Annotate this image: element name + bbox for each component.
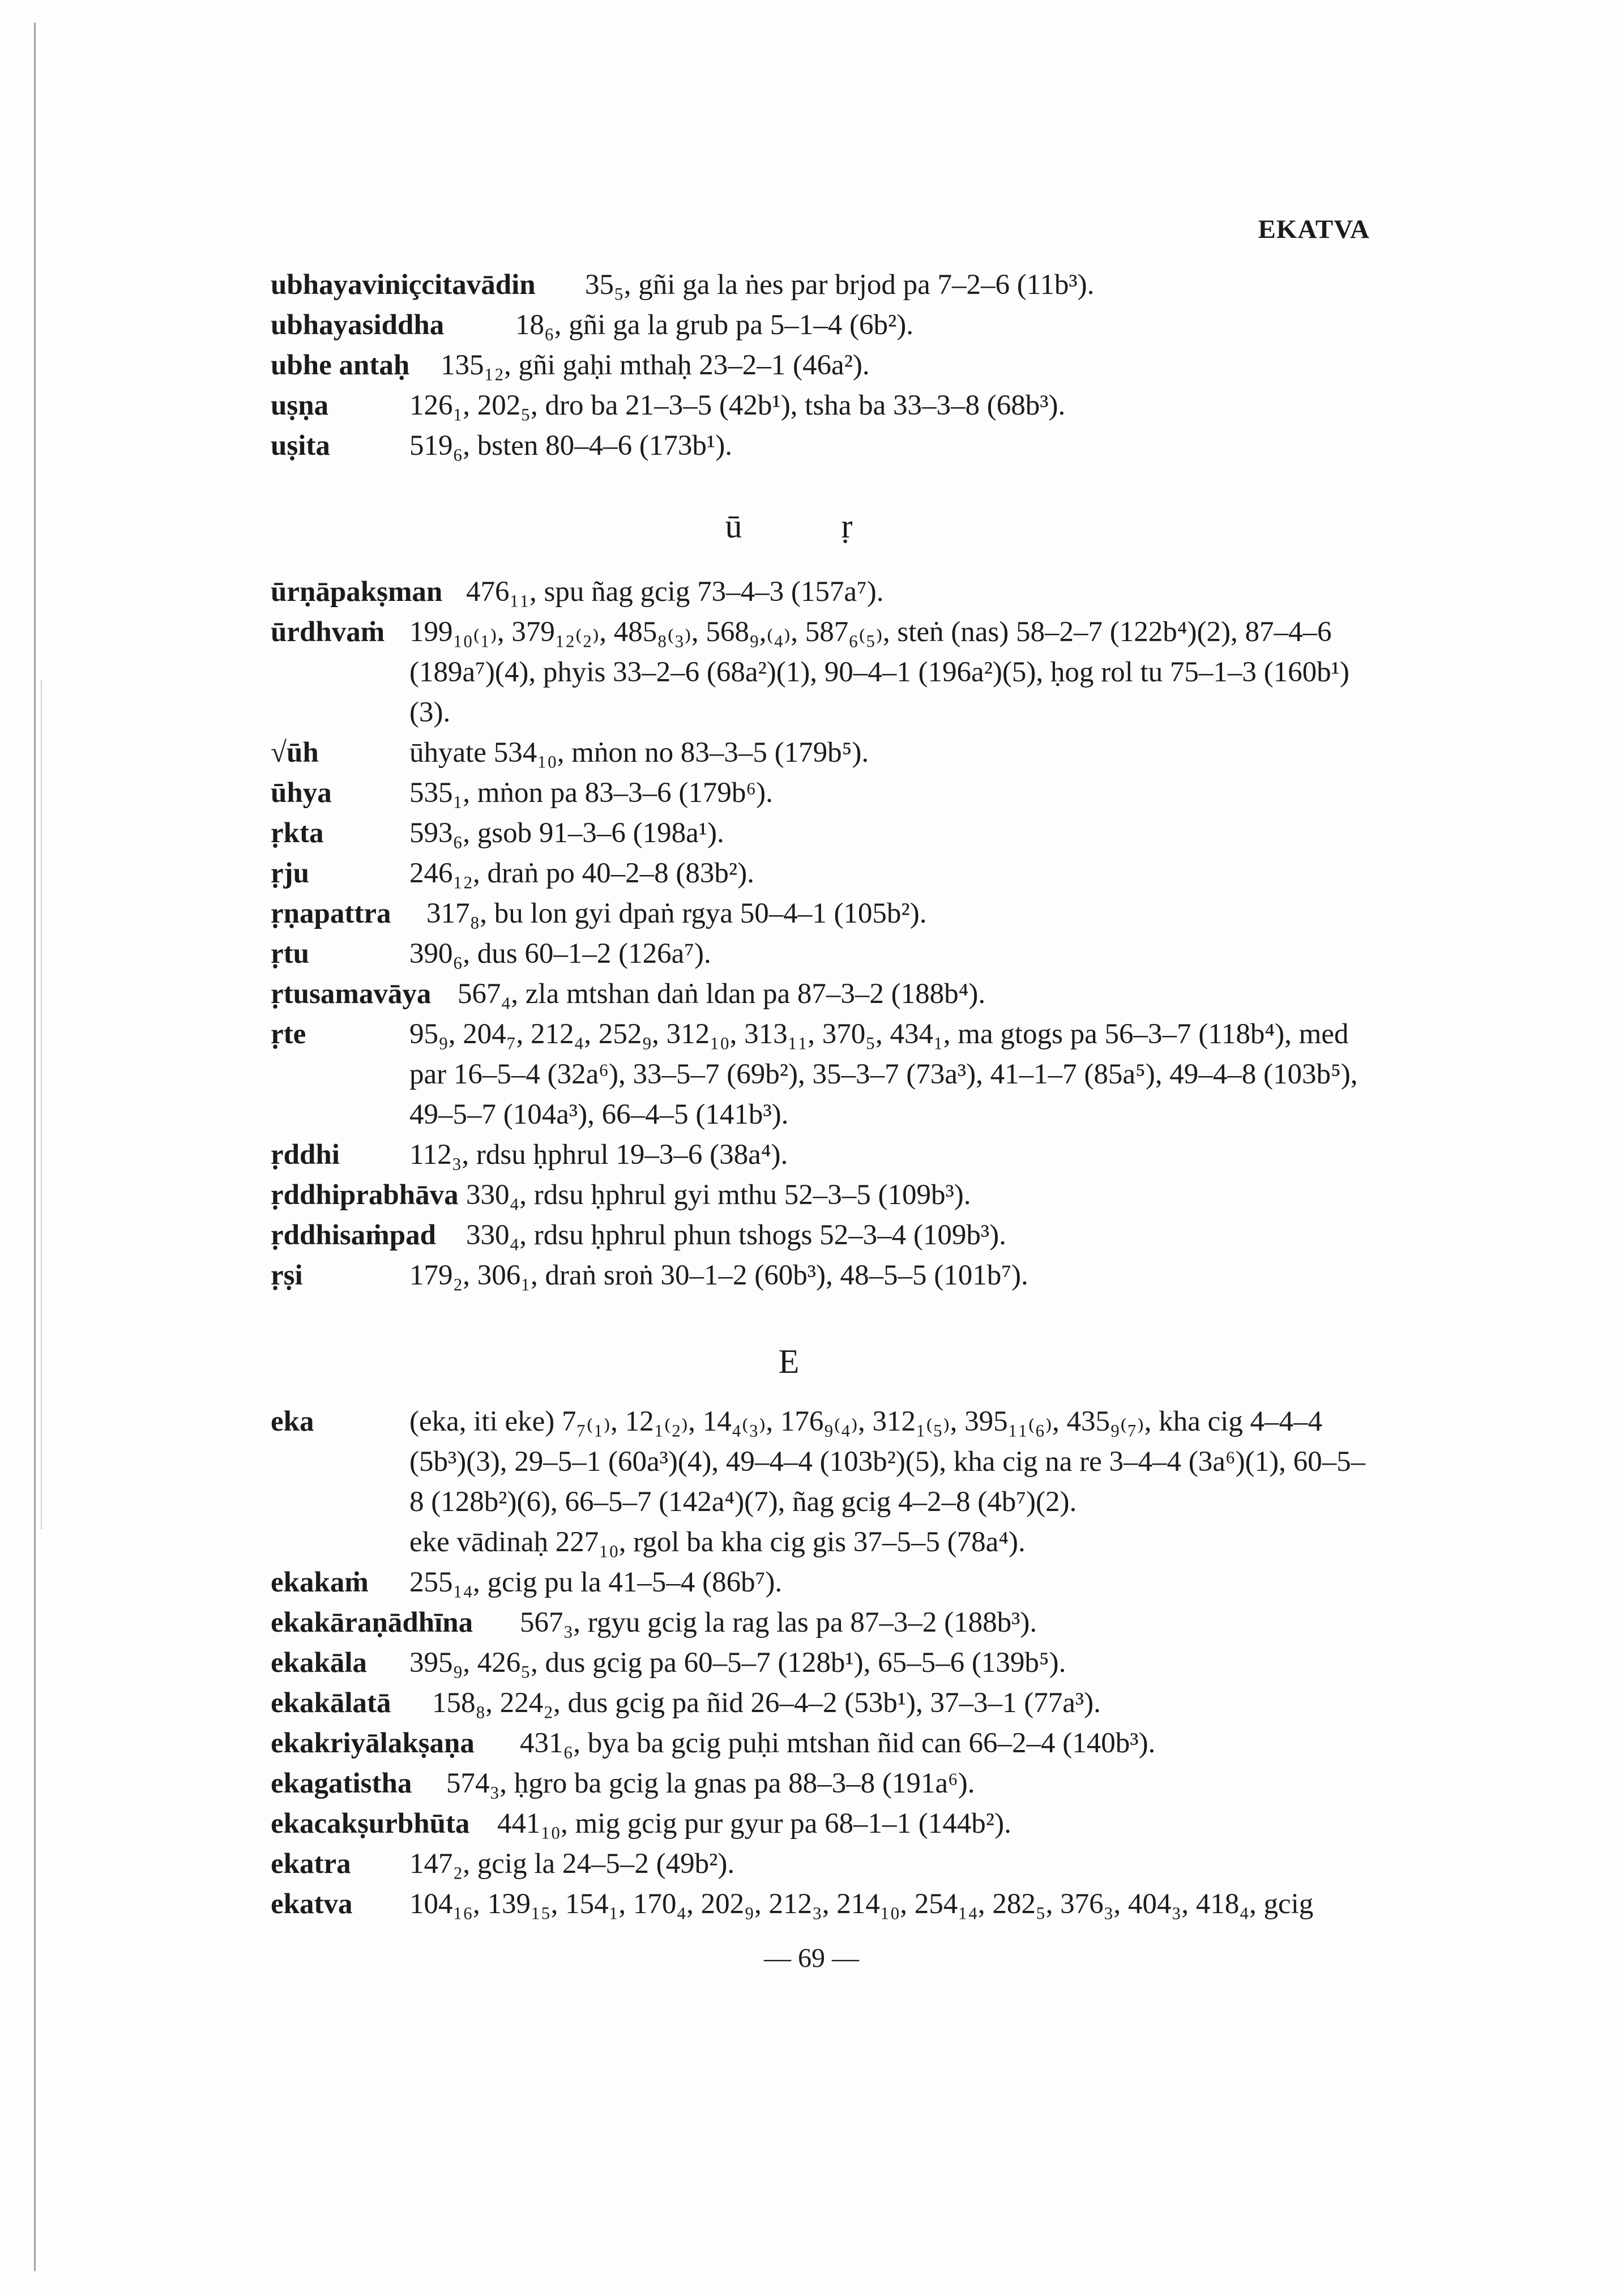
headword: ūrṇāpakṣman (271, 576, 443, 608)
headword: ṛkta (271, 817, 324, 849)
headword: ubhe antaḥ (271, 349, 410, 381)
entry-text: 574₃, ḥgro ba gcig la gnas pa 88–3–8 (191a⁶). (446, 1768, 975, 1799)
headword: ūrdhvaṁ (271, 616, 385, 648)
entry-text: 126₁, 202₅, dro ba 21–3–5 (42b¹), tsha ba 33–3–8 (68b³). (409, 390, 1066, 421)
entry-text: 147₂, gcig la 24–5–2 (49b²). (409, 1848, 735, 1880)
dictionary-entry (271, 345, 1375, 386)
entry-text: 199₁₀₍₁₎, 379₁₂₍₂₎, 485₈₍₃₎, 568₉,₍₄₎, 587₆₍₅₎, steṅ (nas) 58–2–7 (122b⁴)(2), 87–4–6 (189a⁷)(4), phyis 33–2–6 (68a²)(1), 90–4–1 (196a²)(5), ḥog rol tu 75–1–3 (160b¹)(3). (409, 616, 1349, 728)
entry-text: 567₃, rgyu gcig la rag las pa 87–3–2 (188b³). (520, 1607, 1037, 1638)
entry-text: 35₅, gñi ga la ṅes par brjod pa 7–2–6 (11b³). (585, 269, 1095, 301)
section-heading-e: E (778, 1343, 845, 1380)
dictionary-entry (271, 1256, 1375, 1296)
dictionary-entry (271, 612, 1375, 733)
entry-text: 112₃, rdsu ḥphrul 19–3–6 (38a⁴). (409, 1139, 788, 1171)
entry-text: 317₈, bu lon gyi dpaṅ rgya 50–4–1 (105b²). (426, 898, 927, 929)
headword: uṣita (271, 430, 330, 462)
dictionary-entry (271, 1723, 1375, 1764)
dictionary-entry (271, 894, 1375, 934)
headword: ekatra (271, 1848, 351, 1880)
dictionary-entry (271, 773, 1375, 813)
entry-text: 179₂, 306₁, draṅ sroṅ 30–1–2 (60b³), 48–5–5 (101b⁷). (409, 1260, 1028, 1291)
dictionary-entry (271, 1215, 1375, 1256)
dictionary-entry (271, 1402, 1375, 1563)
running-header: EKATVA (1258, 215, 1370, 244)
entries-bottom-block (271, 1402, 1375, 1924)
entry-text: 395₉, 426₅, dus gcig pa 60–5–7 (128b¹), 65–5–6 (139b⁵). (409, 1647, 1066, 1679)
entry-text: 330₄, rdsu ḥphrul gyi mthu 52–3–5 (109b³). (466, 1179, 971, 1211)
scan-edge-secondary (41, 680, 42, 1529)
entry-subtext: eke vādinaḥ 227₁₀, rgol ba kha cig gis 37–5–5 (78a⁴). (409, 1526, 1026, 1558)
dictionary-entry (271, 1884, 1375, 1924)
headword: ṛtusamavāya (271, 978, 432, 1010)
entry-text: 519₆, bsten 80–4–6 (173b¹). (409, 430, 732, 462)
headword: ūhya (271, 777, 332, 809)
headword: ubhayasiddha (271, 309, 445, 341)
headword: ṛju (271, 857, 309, 889)
dictionary-entry (271, 1643, 1375, 1683)
dictionary-entry (271, 1683, 1375, 1723)
headword: ubhayaviniçcitavādin (271, 269, 536, 301)
headword: ekatva (271, 1888, 353, 1920)
dictionary-entry (271, 1844, 1375, 1884)
dictionary-entry (271, 853, 1375, 894)
entry-text: 567₄, zla mtshan daṅ ldan pa 87–3–2 (188b⁴). (458, 978, 986, 1010)
headword: ekakāraṇādhīna (271, 1607, 473, 1638)
entry-text: 255₁₄, gcig pu la 41–5–4 (86b⁷). (409, 1567, 783, 1598)
headword: ekagatistha (271, 1768, 412, 1799)
entry-text: 476₁₁, spu ñag gcig 73–4–3 (157a⁷). (466, 576, 884, 608)
dictionary-entry (271, 305, 1375, 345)
entry-text: 95₉, 204₇, 212₄, 252₉, 312₁₀, 313₁₁, 370₅, 434₁, ma gtogs pa 56–3–7 (118b⁴), med par 16–5–4 (32a⁶), 33–5–7 (69b²), 35–3–7 (73a³), 41–1–7 (85a⁵), 49–4–8 (103b⁵), 49–5–7 (104a³), 66–4–5 (141b³). (409, 1018, 1358, 1130)
entry-text: 18₆, gñi ga la grub pa 5–1–4 (6b²). (515, 309, 914, 341)
entry-text: 535₁, mṅon pa 83–3–6 (179b⁶). (409, 777, 773, 809)
dictionary-entry (271, 1603, 1375, 1643)
dictionary-entry (271, 733, 1375, 773)
headword: ṛte (271, 1018, 306, 1050)
headword: ekakālatā (271, 1687, 391, 1719)
entry-text: 135₁₂, gñi gaḥi mthaḥ 23–2–1 (46a²). (441, 349, 870, 381)
entry-text: 441₁₀, mig gcig pur gyur pa 68–1–1 (144b²). (497, 1808, 1011, 1840)
dictionary-entry (271, 386, 1375, 426)
entries-top-block (271, 265, 1375, 466)
dictionary-entry (271, 813, 1375, 853)
headword: ekacakṣurbhūta (271, 1808, 470, 1840)
section-heading-u-r: ū ṛ (725, 507, 898, 545)
entries-mid-block (271, 572, 1375, 1296)
entry-text: 158₈, 224₂, dus gcig pa ñid 26–4–2 (53b¹), 37–3–1 (77a³). (432, 1687, 1101, 1719)
dictionary-entry (271, 934, 1375, 974)
headword: uṣṇa (271, 390, 329, 421)
headword: ekakriyālakṣaṇa (271, 1727, 475, 1759)
dictionary-entry (271, 1175, 1375, 1215)
entry-text: 330₄, rdsu ḥphrul phun tshogs 52–3–4 (109b³). (466, 1219, 1006, 1251)
dictionary-entry (271, 1135, 1375, 1175)
entry-text: 431₆, bya ba gcig puḥi mtshan ñid can 66–2–4 (140b³). (520, 1727, 1156, 1759)
dictionary-entry (271, 974, 1375, 1014)
dictionary-entry (271, 1764, 1375, 1804)
dictionary-entry (271, 265, 1375, 305)
entry-text: (eka, iti eke) 7₇₍₁₎, 12₁₍₂₎, 14₄₍₃₎, 176₉₍₄₎, 312₁₍₅₎, 395₁₁₍₆₎, 435₉₍₇₎, kha cig 4–4–4 (5b³)(3), 29–5–1 (60a³)(4), 49–4–4 (103b²)(5), kha cig na re 3–4–4 (3a⁶)(1), 60–5–8 (128b²)(6), 66–5–7 (142a⁴)(7), ñag gcig 4–2–8 (4b⁷)(2). (409, 1406, 1366, 1518)
dictionary-entry (271, 572, 1375, 612)
headword: √ūh (271, 737, 319, 769)
headword: ekakaṁ (271, 1567, 369, 1598)
entry-text: 246₁₂, draṅ po 40–2–8 (83b²). (409, 857, 754, 889)
dictionary-entry (271, 1014, 1375, 1135)
entry-text: 390₆, dus 60–1–2 (126a⁷). (409, 938, 711, 970)
headword: ṛddhi (271, 1139, 340, 1171)
dictionary-entry (271, 1563, 1375, 1603)
entry-text: 593₆, gsob 91–3–6 (198a¹). (409, 817, 724, 849)
headword: ekakāla (271, 1647, 368, 1679)
entry-text: 104₁₆, 139₁₅, 154₁, 170₄, 202₉, 212₃, 214₁₀, 254₁₄, 282₅, 376₃, 404₃, 418₄, gcig (409, 1888, 1314, 1920)
scan-edge (34, 23, 36, 2271)
dictionary-entry (271, 1804, 1375, 1844)
entry-text: ūhyate 534₁₀, mṅon no 83–3–5 (179b⁵). (409, 737, 869, 769)
dictionary-entry (271, 426, 1375, 466)
headword: ṛtu (271, 938, 309, 970)
headword: ṛṇapattra (271, 898, 391, 929)
headword: ṛddhisaṁpad (271, 1219, 436, 1251)
headword: ṛṣi (271, 1260, 303, 1291)
headword: eka (271, 1406, 314, 1437)
headword: ṛddhiprabhāva (271, 1179, 459, 1211)
page-number: — 69 — (764, 1943, 859, 1973)
